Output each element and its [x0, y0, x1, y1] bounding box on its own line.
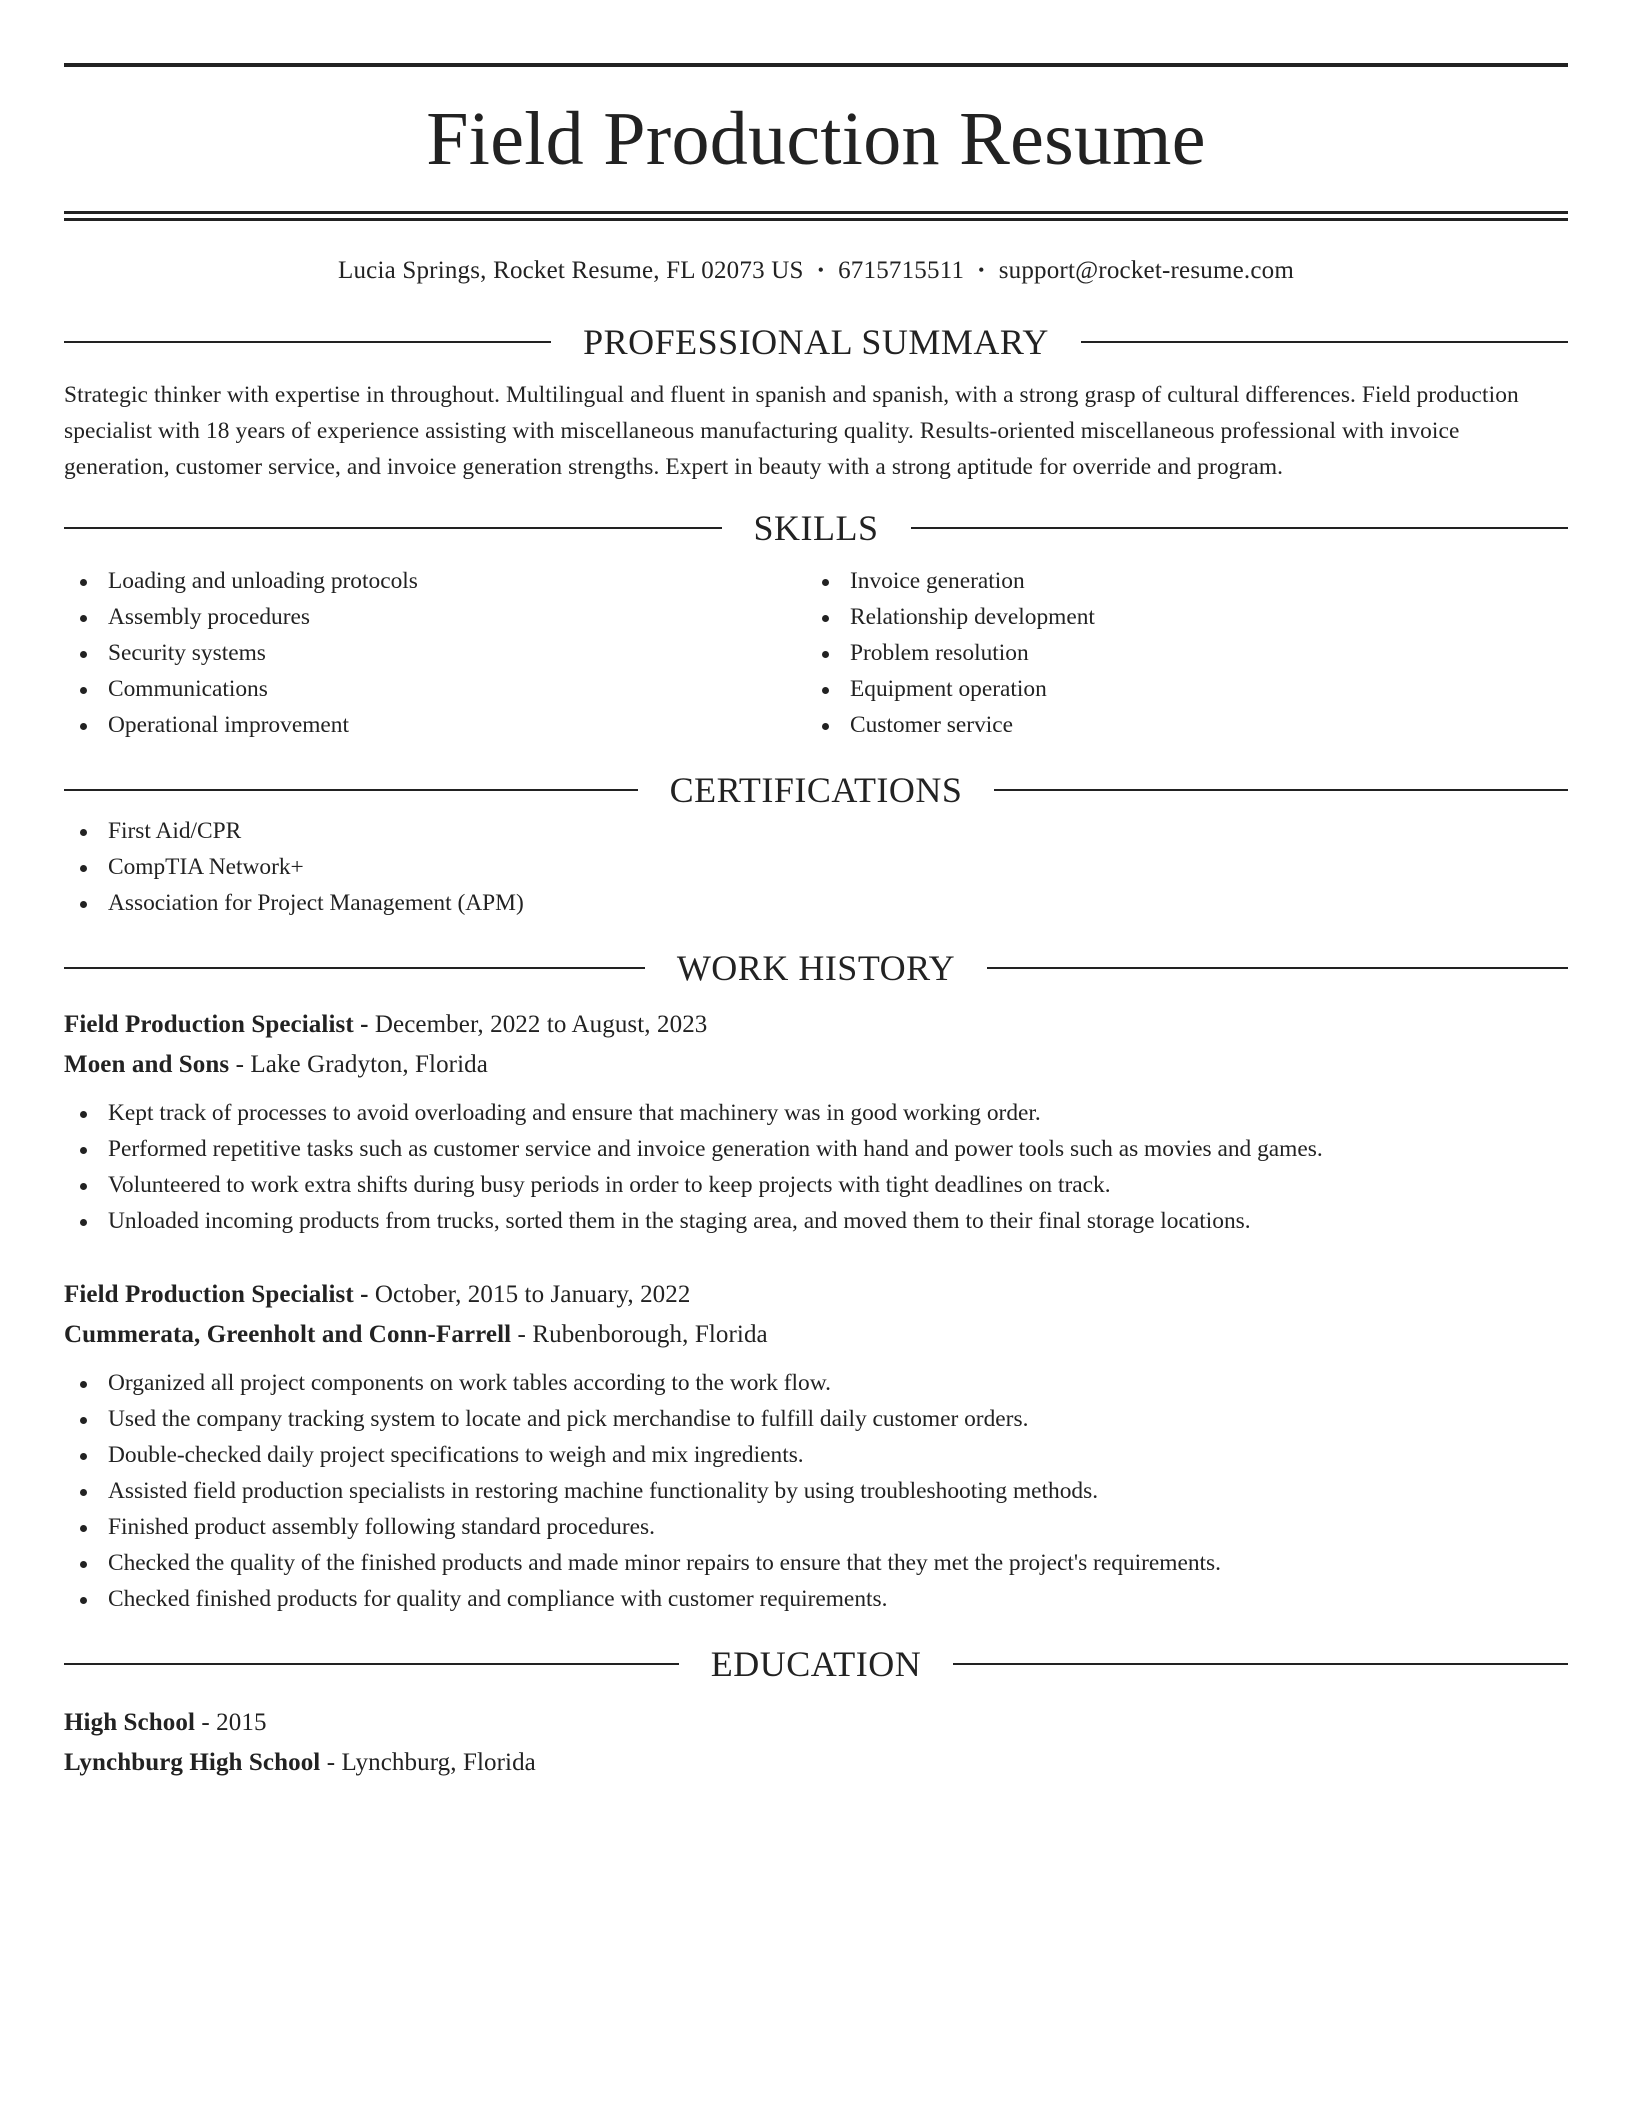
job-bullet: Organized all project components on work tables according to the work flow.	[64, 1365, 1568, 1401]
job-dates: October, 2015 to January, 2022	[374, 1281, 691, 1308]
job-bullet: Unloaded incoming products from trucks, sorted them in the staging area, and moved them to their final storage locations.	[64, 1203, 1568, 1239]
section-divider	[64, 789, 638, 791]
certification-item: First Aid/CPR	[64, 813, 1568, 849]
job-title-line	[64, 1005, 1568, 1045]
job-company-line	[64, 1315, 1568, 1355]
section-title-skills: SKILLS	[753, 508, 879, 548]
job-bullet: Performed repetitive tasks such as customer service and invoice generation with hand and power tools such as movies and games.	[64, 1131, 1568, 1167]
section-header-summary	[64, 319, 1568, 365]
title-double-rule	[64, 211, 1568, 221]
job-title-line	[64, 1275, 1568, 1315]
contact-phone: 6715715511	[838, 257, 965, 284]
contact-address: Lucia Springs, Rocket Resume, FL 02073 US	[338, 257, 804, 284]
section-title-certifications: CERTIFICATIONS	[669, 770, 963, 810]
section-header-certifications	[64, 767, 1568, 813]
skills-column-right	[806, 563, 1548, 743]
job-entry	[64, 1275, 1568, 1617]
section-divider	[911, 527, 1569, 529]
job-title: Field Production Specialist	[64, 1011, 354, 1038]
section-title-summary: PROFESSIONAL SUMMARY	[583, 322, 1049, 362]
section-header-work-history	[64, 945, 1568, 991]
contact-separator: •	[817, 260, 825, 280]
job-bullets	[64, 1095, 1568, 1239]
section-divider	[64, 527, 722, 529]
skill-item: Customer service	[806, 707, 1548, 743]
job-bullet: Finished product assembly following standard procedures.	[64, 1509, 1568, 1545]
section-header-skills	[64, 505, 1568, 551]
resume-title: Field Production Resume	[426, 97, 1206, 181]
contact-line	[64, 254, 1568, 287]
skills-column-left	[64, 563, 806, 743]
education-degree-line	[64, 1703, 1568, 1743]
skill-item: Operational improvement	[64, 707, 806, 743]
certifications-list	[64, 813, 1568, 921]
job-entry	[64, 1005, 1568, 1239]
job-bullet: Checked finished products for quality and compliance with customer requirements.	[64, 1581, 1568, 1617]
skills-list	[64, 563, 1568, 743]
education-year: 2015	[216, 1709, 267, 1736]
job-bullet: Double-checked daily project specifications to weigh and mix ingredients.	[64, 1437, 1568, 1473]
dash: -	[320, 1749, 342, 1776]
section-divider	[64, 967, 645, 969]
job-bullet: Volunteered to work extra shifts during busy periods in order to keep projects with tight deadlines on track.	[64, 1167, 1568, 1203]
job-bullet: Checked the quality of the finished products and made minor repairs to ensure that they met the project's requirements.	[64, 1545, 1568, 1581]
job-title: Field Production Specialist	[64, 1281, 354, 1308]
job-location: Lake Gradyton, Florida	[250, 1051, 488, 1078]
education-school-line	[64, 1743, 1568, 1783]
contact-separator: •	[978, 260, 985, 280]
job-company: Moen and Sons	[64, 1051, 230, 1078]
skill-item: Equipment operation	[806, 671, 1548, 707]
education-location: Lynchburg, Florida	[341, 1749, 536, 1776]
education-entry	[64, 1703, 1568, 1783]
skill-item: Problem resolution	[806, 635, 1548, 671]
section-divider	[64, 341, 551, 343]
dash: -	[353, 1011, 375, 1038]
certification-item: Association for Project Management (APM)	[64, 885, 1568, 921]
skill-item: Security systems	[64, 635, 806, 671]
dash: -	[229, 1051, 251, 1078]
dash: -	[195, 1709, 217, 1736]
dash: -	[353, 1281, 375, 1308]
section-title-work-history: WORK HISTORY	[676, 948, 956, 988]
skill-item: Invoice generation	[806, 563, 1548, 599]
certification-item: CompTIA Network+	[64, 849, 1568, 885]
job-bullets	[64, 1365, 1568, 1617]
education-degree: High School	[64, 1709, 195, 1736]
dash: -	[511, 1321, 533, 1348]
skill-item: Loading and unloading protocols	[64, 563, 806, 599]
job-bullet: Kept track of processes to avoid overloading and ensure that machinery was in good working order.	[64, 1095, 1568, 1131]
job-company: Cummerata, Greenholt and Conn-Farrell	[64, 1321, 512, 1348]
contact-email: support@rocket-resume.com	[998, 257, 1294, 284]
section-divider	[953, 1663, 1568, 1665]
section-header-education	[64, 1641, 1568, 1687]
top-rule	[64, 63, 1568, 67]
job-bullet: Used the company tracking system to locate and pick merchandise to fulfill daily customer orders.	[64, 1401, 1568, 1437]
skill-item: Relationship development	[806, 599, 1548, 635]
section-divider	[64, 1663, 679, 1665]
summary-text: Strategic thinker with expertise in throughout. Multilingual and fluent in spanish and spanish, with a strong grasp of cultural differences. Field production specialist with 18 years of experience assisting with miscellaneous manufacturing quality. Results-oriented miscellaneous professional with invoice generation, customer service, and invoice generation strengths. Expert in beauty with a strong aptitude for override and program.	[64, 382, 1519, 480]
skill-item: Assembly procedures	[64, 599, 806, 635]
section-divider	[994, 789, 1568, 791]
section-divider	[987, 967, 1568, 969]
section-divider	[1081, 341, 1568, 343]
job-dates: December, 2022 to August, 2023	[374, 1011, 708, 1038]
section-title-education: EDUCATION	[710, 1644, 922, 1684]
job-location: Rubenborough, Florida	[532, 1321, 768, 1348]
job-company-line	[64, 1045, 1568, 1085]
skill-item: Communications	[64, 671, 806, 707]
education-school: Lynchburg High School	[64, 1749, 321, 1776]
job-bullet: Assisted field production specialists in restoring machine functionality by using troubleshooting methods.	[64, 1473, 1568, 1509]
